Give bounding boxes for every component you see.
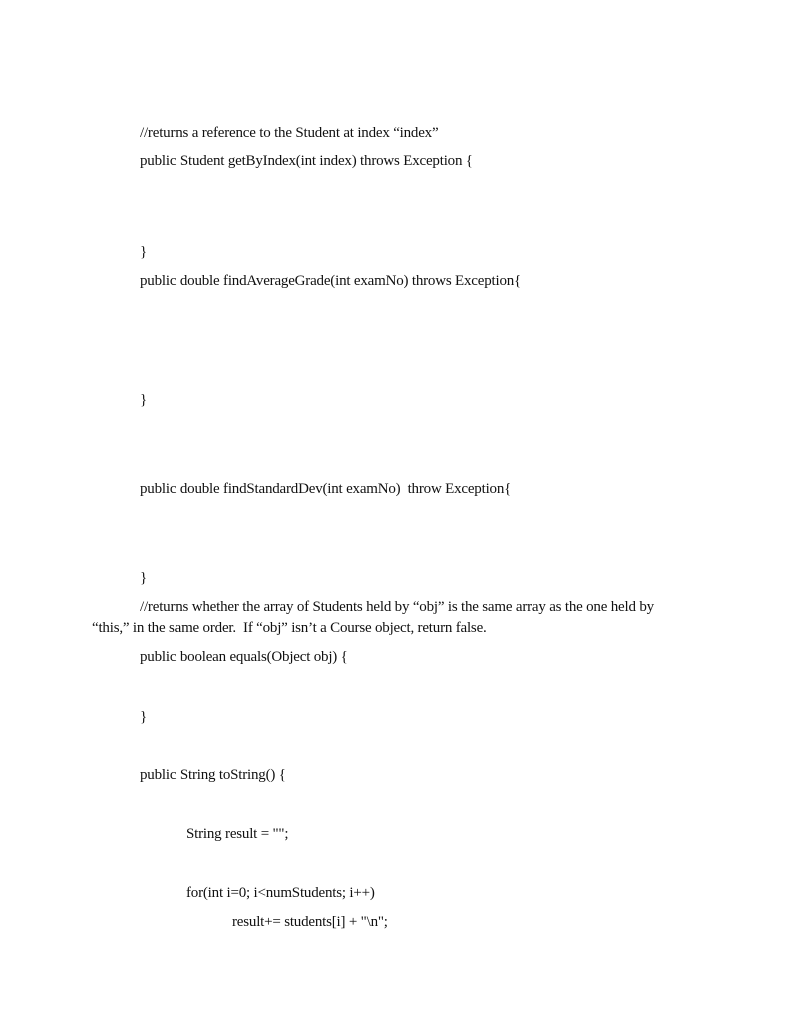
method-signature-tostring: public String toString() { <box>140 767 286 783</box>
code-result-append: result+= students[i] + "\n"; <box>232 914 388 930</box>
method-signature-findstandarddev: public double findStandardDev(int examNo) throw Exception{ <box>140 481 512 497</box>
code-result-declaration: String result = ""; <box>186 826 289 842</box>
comment-equals-line-1: //returns whether the array of Students held by “obj” is the same array as the one held by <box>140 599 654 615</box>
method-signature-getbyindex: public Student getByIndex(int index) throws Exception { <box>140 153 473 169</box>
closing-brace-findstandarddev: } <box>140 570 147 586</box>
method-signature-findaveragegrade: public double findAverageGrade(int examNo) throws Exception{ <box>140 273 522 289</box>
closing-brace-getbyindex: } <box>140 244 147 260</box>
code-for-loop: for(int i=0; i<numStudents; i++) <box>186 885 375 901</box>
method-signature-equals: public boolean equals(Object obj) { <box>140 649 348 665</box>
closing-brace-equals: } <box>140 709 147 725</box>
comment-getbyindex: //returns a reference to the Student at index “index” <box>140 125 439 141</box>
closing-brace-findaveragegrade: } <box>140 392 147 408</box>
comment-equals-line-2: “this,” in the same order. If “obj” isn’t a Course object, return false. <box>92 620 487 636</box>
